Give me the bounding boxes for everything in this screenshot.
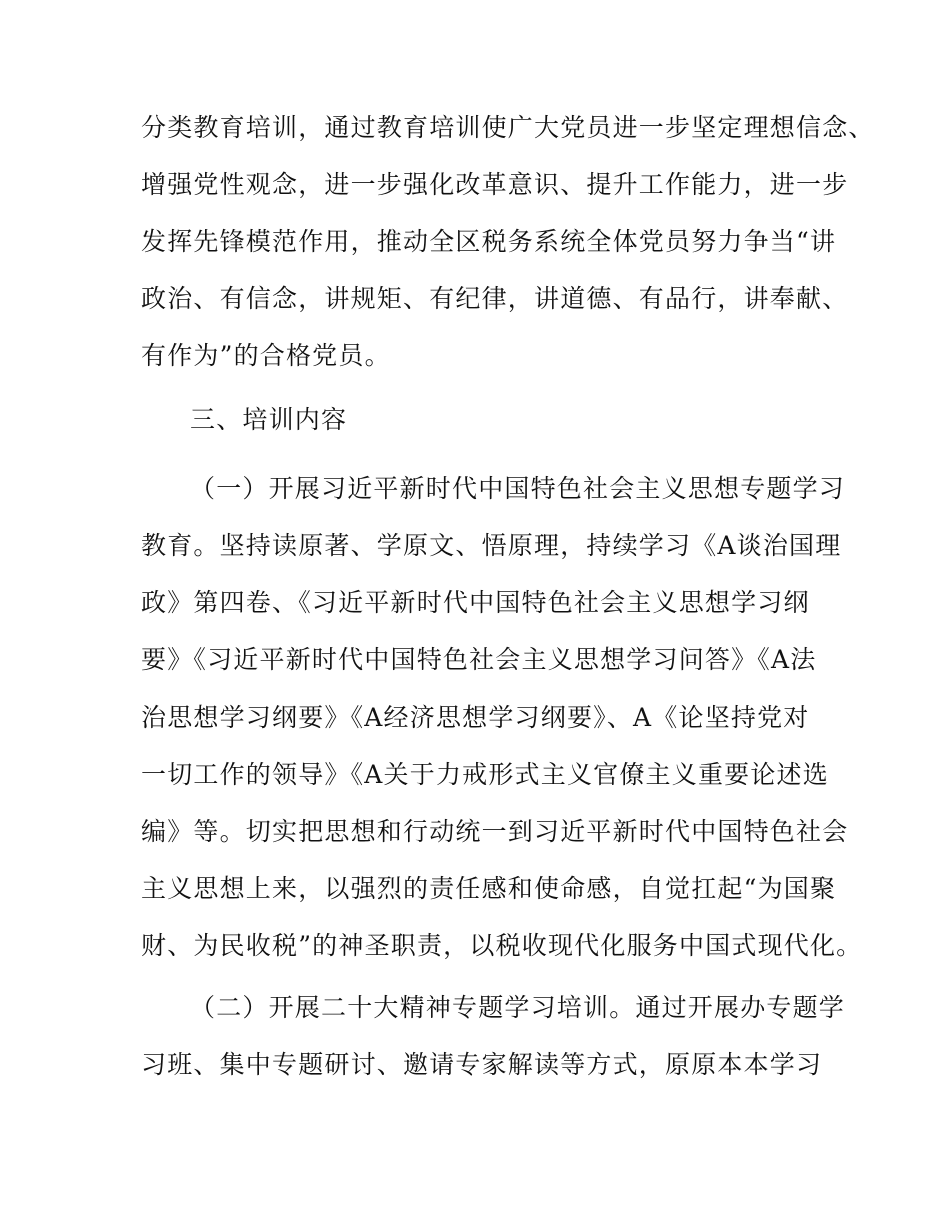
- paragraph-line: 要》《习近平新时代中国特色社会主义思想学习问答》《A法: [141, 645, 817, 674]
- paragraph-line: 教育。坚持读原著、学原文、悟原理，持续学习《A谈治国理: [141, 531, 842, 560]
- paragraph-line: 编》等。切实把思想和行动统一到习近平新时代中国特色社会: [141, 817, 849, 846]
- paragraph-line: 分类教育培训，通过教育培训使广大党员进一步坚定理想信念、: [141, 113, 875, 142]
- paragraph-line: 一切工作的领导》《A关于力戒形式主义官僚主义重要论述选: [141, 760, 829, 789]
- paragraph-line: 习班、集中专题研讨、邀请专家解读等方式，原原本本学习: [141, 1050, 823, 1079]
- paragraph-line: 主义思想上来，以强烈的责任感和使命感，自觉扛起“为国聚: [141, 874, 837, 903]
- paragraph-line: 治思想学习纲要》《A经济思想学习纲要》、A《论坚持党对: [141, 703, 810, 732]
- subsection-line: （二）开展二十大精神专题学习培训。通过开展办专题学: [190, 993, 846, 1022]
- paragraph-line: 发挥先锋模范作用，推动全区税务系统全体党员努力争当“讲: [141, 227, 837, 256]
- subsection-line: （一）开展习近平新时代中国特色社会主义思想专题学习: [190, 474, 846, 503]
- paragraph-line: 政治、有信念，讲规矩、有纪律，讲道德、有品行，讲奉献、: [141, 284, 849, 313]
- paragraph-line: 增强党性观念，进一步强化改革意识、提升工作能力，进一步: [141, 170, 849, 199]
- section-heading: 三、培训内容: [190, 405, 348, 434]
- paragraph-line: 有作为”的合格党员。: [141, 341, 391, 370]
- paragraph-line: 财、为民收税”的神圣职责，以税收现代化服务中国式现代化。: [141, 931, 863, 960]
- paragraph-line: 政》第四卷、《习近平新时代中国特色社会主义思想学习纲: [141, 588, 810, 617]
